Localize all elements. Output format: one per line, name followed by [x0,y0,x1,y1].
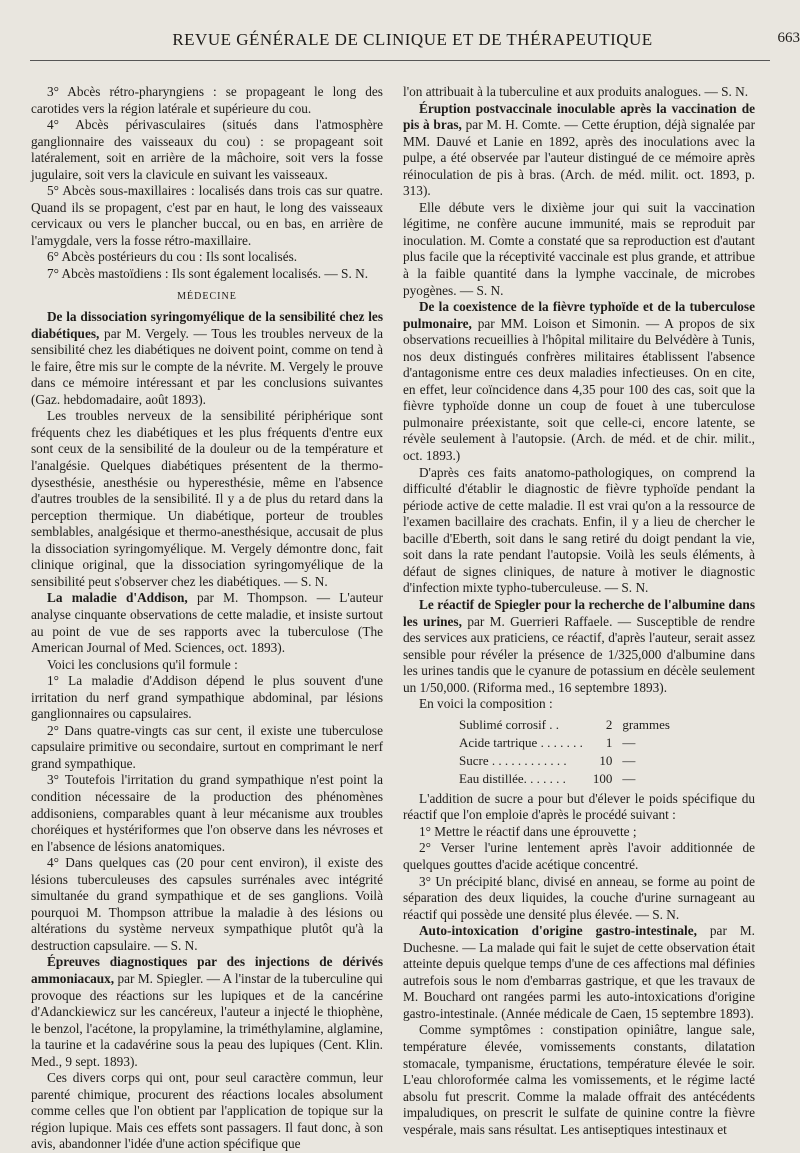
composition-row [455,771,674,787]
page-number: 663 [778,30,800,47]
left-column [31,84,383,1074]
article-title: Éruption postvaccinale inoculable après la vaccination de pis à bras, [403,101,755,133]
article-paragraph: En voici la composition : [403,696,755,713]
article-title: De la coexistence de la fièvre typhoïde et de la tuberculose pulmonaire, [403,299,755,331]
right-column [403,84,755,1074]
article-author: par M. Duchesne. — [403,923,755,955]
ingredient-unit: — [618,735,674,751]
eruption-article-lead [403,101,755,200]
ingredient-qty: 1 [589,735,617,751]
article-paragraph: Comme symptômes : constipation opiniâtre, langue sale, température élevée, vomissements constants, dilatation stomacale, tympanisme, éructations, température élevée le soir. L'eau chloroformée calma les vomissements, et le régime lacté absolu fut prescrit. Comme la malade offrait des antécédents impaludiques, on prescrit le sulfate de quinine contre la fièvre vespérale, mais sans résultat. Les antiseptiques intestinaux et [403,1022,755,1138]
ingredient-unit: grammes [618,717,674,733]
article-paragraph: D'après ces faits anatomo-pathologiques, on comprend la difficulté d'établir le diagnostic de fièvre typhoïde pendant la période active de cette maladie. Il est vrai qu'on a la ressource de l'examen bacillaire des crachats. Enfin, il y a lieu de chercher le bacille d'Eberth, soit dans le sang retiré du doigt pendant la vie, soit dans la rate pendant l'autopsie. Voilà les seuls éléments, à défaut de signes cliniques, de nature à motiver le diagnostic d'infection mixte typho-tuberculeuse. — S. N. [403,465,755,597]
article-text: Susceptible de rendre des services aux praticiens, ce réactif, d'après l'auteur, serait assez sensible pour révéler la présence de 1/325,000 d'albumine dans les urines tandis que le cyanure de potassium en décèle seulement un 1/50,000. (Riforma med., 16 septembre 1893). [403,614,755,695]
procedure-step-2: 2° Verser l'urine lentement après l'avoir additionnée de quelques gouttes d'acide acétique concentré. [403,840,755,873]
article-text: La malade qui fait le sujet de cette observation était atteinte depuis quelque temps d'une de ces affections mal définies autrefois sous le nom d'embarras gastrique, et que les travaux de M. Bouchard ont rangées parmi les auto-intoxications d'origine gastro-intestinale. (Année médicale de Caen, 15 septembre 1893). [403,940,755,1021]
composition-table [453,715,676,789]
abscess-item-4: 4° Abcès périvasculaires (situés dans l'atmosphère ganglionnaire des vaisseaux du cou) : se propageant soit latéralement, soit en arrière de la mâchoire, soit vers la fosse jugulaire, soit vers la clavicule en suivant les vaisseaux. [31,117,383,183]
composition-row [455,735,674,751]
article-paragraph: L'addition de sucre a pour but d'élever le poids spécifique du réactif que l'on emploie d'après le procédé suivant : [403,791,755,824]
article-title: Le réactif de Spiegler pour la recherche de l'albumine dans les urines, [403,597,755,629]
article-paragraph: Les troubles nerveux de la sensibilité périphérique sont fréquents chez les diabétiques et les plus fréquents d'entre eux sont ceux de la sensibilité de la douleur ou de la température et l'analgésie. Quelques diabétiques présentent de la thermo-dysesthésie, anesthésie ou hyperesthésie, même en l'absence d'autres troubles de la sensibilité. Il y a de plus du retard dans la perception thermique. Un diabétique, porteur de troubles semblables, analgésique et thermo-anesthésique, accusait de plus la dissociation syringomyélique. M. Vergely démontre donc, fait clinique original, que la dissociation syringomyélique de la sensibilité peut s'observer chez les diabétiques. — S. N. [31,408,383,590]
article-text: Tous les troubles nerveux de la sensibilité chez les diabétiques ne doivent point, comme on tend à le faire, être mis sur le compte de la névrite. M. Vergely le prouve dans ce mémoire intéressant et par les conclusions suivantes (Gaz. hebdomadaire, août 1893). [31,326,383,407]
vergely-article-lead [31,309,383,408]
abscess-item-6: 6° Abcès postérieurs du cou : Ils sont localisés. [31,249,383,266]
procedure-step-3: 3° Un précipité blanc, divisé en anneau, se forme au point de séparation des deux liquides, la couche d'urine surnageant au réactif qui possède une densité plus élevée. — S. N. [403,874,755,924]
article-text: A propos de six observations recueillies à l'hôpital militaire du Belvédère à Tunis, nos deux distingués confrères militaires établissent l'absence d'antagonisme entre ces deux maladies infectieuses. On en cite, en effet, leur coïncidence dans 4,35 pour 100 des cas, soit que la fièvre typhoïde donne un coup de fouet à une tuberculose pulmonaire préexistante, soit que celle-ci, encore latente, se révèle seulement à l'autopsie. (Arch. de méd. et de chir. milit., oct. 1893.) [403,316,755,463]
article-author: par M. Spiegler. — [118,971,220,986]
spiegler-article-lead [31,954,383,1070]
ingredient-name: Sublimé corrosif . . [455,717,587,733]
auto-article-lead [403,923,755,1022]
article-text: L'auteur analyse cinquante observations de cette maladie, et insiste surtout au point de vue de ses rapports avec la tuberculose (The American Journal of Med. Sciences, oct. 1893). [31,590,383,655]
typhoide-article-lead [403,299,755,464]
ingredient-qty: 2 [589,717,617,733]
article-author: par MM. Loison et Simonin. — [478,316,659,331]
article-author: par M. Guerrieri Raffaele. — [467,614,631,629]
section-heading: MÉDECINE [31,289,383,306]
conclusion-item-4: 4° Dans quelques cas (20 pour cent environ), il existe des lésions tuberculeuses des capsules surrénales avec intégrité simultanée du grand sympathique et de ses ganglions. Voilà pourquoi M. Thompson attribue la maladie à des lésions ou altérations du système nerveux sympathique plutôt qu'à la destruction capsulaire. — S. N. [31,855,383,954]
ingredient-name: Acide tartrique . . . . . . . [455,735,587,751]
running-title: REVUE GÉNÉRALE DE CLINIQUE ET DE THÉRAPEUTIQUE [30,30,795,50]
article-title: De la dissociation syringomyélique de la sensibilité chez les diabétiques, [31,309,383,341]
abscess-item-3: 3° Abcès rétro-pharyngiens : se propageant le long des carotides vers la région latérale et supérieure du cou. [31,84,383,117]
composition-row [455,753,674,769]
ingredient-unit: — [618,771,674,787]
composition-row [455,717,674,733]
article-text: Cette éruption, déjà signalée par MM. Dauvé et Lanie en 1892, après des inoculations avec la pulpe, a été observée par l'auteur distingué de ce mémoire après réinoculation de pis à bras. (Arch. de méd. milit. oct. 1893, p. 313). [403,117,755,198]
ingredient-name: Eau distillée. . . . . . . [455,771,587,787]
procedure-step-1: 1° Mettre le réactif dans une éprouvette ; [403,824,755,841]
article-paragraph: Ces divers corps qui ont, pour seul caractère commun, leur parenté chimique, procurent des réactions locales absolument comme celles que l'on obtient par l'application de topique sur la région lupique. Mais ces effets sont passagers. Il faut donc, à son avis, abandonner l'idée d'une action spécifique que [31,1070,383,1153]
article-paragraph: Voici les conclusions qu'il formule : [31,657,383,674]
article-title: Épreuves diagnostiques par des injections de dérivés ammoniacaux, [31,954,383,986]
article-author: par M. Thompson. — [197,590,330,605]
reactif-article-lead [403,597,755,696]
page-header [30,26,770,61]
conclusion-item-1: 1° La maladie d'Addison dépend le plus souvent d'une irritation du nerf grand sympathique abdominal, par lésions ganglionnaires ou capsulaires. [31,673,383,723]
conclusion-item-2: 2° Dans quatre-vingts cas sur cent, il existe une tuberculose capsulaire primitive ou secondaire, surtout en comprimant le nerf grand sympathique. [31,723,383,773]
article-title: La maladie d'Addison, [47,590,188,605]
article-author: par M. H. Comte. — [466,117,578,132]
continued-text: l'on attribuait à la tuberculine et aux produits analogues. — S. N. [403,84,755,101]
ingredient-qty: 10 [589,753,617,769]
abscess-item-5: 5° Abcès sous-maxillaires : localisés dans trois cas sur quatre. Quand ils se propagent, c'est par en haut, le long des vaisseaux cervicaux ou vers le plancher buccal, ou en bas, en arrière de l'amygdale, vers la fosse rétro-maxillaire. [31,183,383,249]
article-author: par M. Vergely. — [104,326,207,341]
article-text: A l'instar de la tuberculine qui provoque des réactions sur les lupiques et de la cancérine d'Adanckiewicz sur les cancéreux, l'auteur a injecté le thiophène, le benzol, l'acétone, la propylamine, la triméthylamine, alglamine, la taurine et la cadavérine sous la peau des lupiques (Cent. Klin. Med., 9 sept. 1893). [31,971,383,1069]
ingredient-unit: — [618,753,674,769]
article-paragraph: Elle débute vers le dixième jour qui suit la vaccination légitime, ne confère aucune immunité, mais se reproduit par inoculation. M. Comte a constaté que sa reproduction est d'autant plus facile que la réceptivité vaccinale est plus grande, et attribue à la faible quantité dans la lymphe vaccinale, de microbes pyogènes. — S. N. [403,200,755,299]
ingredient-qty: 100 [589,771,617,787]
article-title: Auto-intoxication d'origine gastro-intestinale, [419,923,697,938]
abscess-item-7: 7° Abcès mastoïdiens : Ils sont également localisés. — S. N. [31,266,383,283]
addison-article-lead [31,590,383,656]
conclusion-item-3: 3° Toutefois l'irritation du grand sympathique n'est point la condition nécessaire de la production des phénomènes addisoniens, comparables quant à leur mécanisme aux troubles choréiques et hystériformes que l'on observe dans les névroses et en l'absence de lésions anatomiques. [31,772,383,855]
ingredient-name: Sucre . . . . . . . . . . . . [455,753,587,769]
